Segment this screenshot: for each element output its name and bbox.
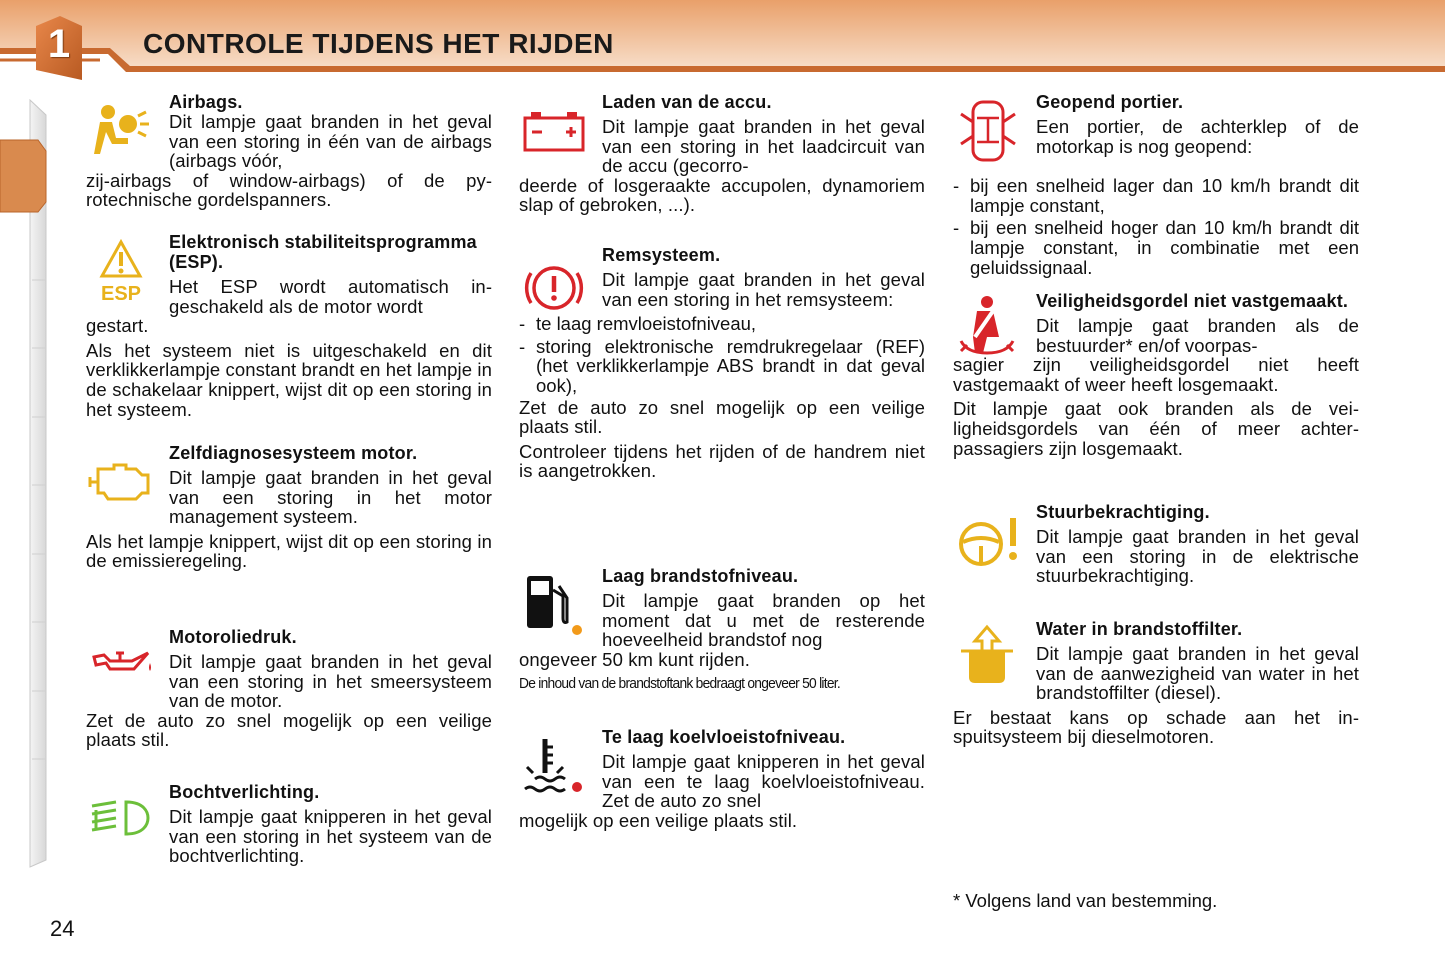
section-text: Dit lampje gaat branden in het geval van de aanwezigheid van water in het brandstoffilter (diesel). — [1036, 643, 1359, 704]
section-text: ongeveer 50 km kunt rijden. — [519, 648, 750, 670]
section-title: Airbags. — [169, 92, 243, 112]
side-tabs — [0, 95, 52, 875]
section-text: Dit lampje gaat ook branden als de veiligheidsgordels van één of meer achterpassagiers zijn losgemaakt. — [953, 398, 1359, 459]
section-text: Dit lampje gaat branden in het geval van een storing in het smeersysteem van de motor. — [169, 651, 492, 712]
section-text: Het ESP wordt automatisch ingeschakeld als de motor wordt — [169, 276, 492, 317]
list-item: - bij een snelheid lager dan 10 km/h brandt dit lampje constant, — [953, 176, 1359, 215]
battery-icon — [519, 96, 589, 166]
section-text: Een portier, de achterklep of de motorkap is nog geopend: — [1036, 116, 1359, 157]
section-title: Elektronisch stabiliteitsprogramma (ESP). — [169, 232, 477, 272]
oil-pressure-icon — [86, 627, 156, 697]
section-title: Veiligheidsgordel niet vastgemaakt. — [1036, 291, 1349, 311]
water-in-fuel-icon — [953, 621, 1023, 691]
section-title: Geopend portier. — [1036, 92, 1184, 112]
section-airbags — [86, 92, 492, 210]
section-text: Er bestaat kans op schade aan het inspuitsysteem bij dieselmotoren. — [953, 706, 1359, 748]
section-text: deerde of losgeraakte accupolen, dynamoriem slap of gebroken, ...). — [519, 174, 925, 216]
section-cornering-light — [86, 782, 492, 866]
section-low-fuel — [519, 566, 925, 694]
section-engine — [86, 443, 492, 571]
section-title: Motoroliedruk. — [169, 627, 297, 647]
section-water-in-fuel — [953, 619, 1359, 747]
list-item: - te laag remvloeistofniveau, — [519, 314, 925, 334]
section-brake — [519, 245, 925, 481]
door-open-icon — [953, 96, 1023, 166]
section-text: Dit lampje gaat knipperen in het geval van een te laag koelvloeistofniveau. Zet de auto zo snel — [602, 751, 925, 812]
section-coolant — [519, 727, 925, 830]
chapter-header — [0, 0, 1445, 80]
section-text: Zet de auto zo snel mogelijk op een veilige plaats stil. — [519, 396, 925, 438]
section-title: Stuurbekrachtiging. — [1036, 502, 1210, 522]
section-power-steering — [953, 502, 1359, 586]
list-item: - bij een snelheid hoger dan 10 km/h brandt dit lampje constant, in combinatie met een geluidssignaal. — [953, 218, 1359, 277]
fuel-icon — [519, 568, 589, 638]
chapter-number: 1 — [47, 22, 71, 66]
list-item: - storing elektronische remdrukregelaar (REF) (het verklikkerlampje ABS brandt in dat geval ook), — [519, 337, 925, 396]
footnote: * Volgens land van bestemming. — [953, 890, 1218, 911]
section-text: Dit lampje gaat branden als de bestuurder* en/of voorpas- — [1036, 315, 1359, 356]
esp-icon-label: ESP — [100, 283, 142, 305]
section-text: Controleer tijdens het rijden of de handrem niet is aangetrokken. — [519, 440, 925, 482]
section-door-open — [953, 92, 1359, 277]
section-seatbelt — [953, 291, 1359, 458]
section-oil-pressure — [86, 627, 492, 750]
page-number: 24 — [50, 916, 75, 941]
section-text: Dit lampje gaat knipperen in het geval van een storing in het systeem van de bochtverlichting. — [169, 806, 492, 867]
section-text: Dit lampje gaat branden in het geval van een storing in de elektrische stuurbekrachtiging. — [1036, 526, 1359, 587]
section-title: Te laag koelvloeistofniveau. — [602, 727, 846, 747]
section-title: Zelfdiagnosesysteem motor. — [169, 443, 418, 463]
engine-icon — [86, 447, 156, 517]
section-note: De inhoud van de brandstoftank bedraagt ongeveer 50 liter. — [519, 675, 840, 693]
section-title: Remsysteem. — [602, 245, 721, 265]
esp-icon — [86, 238, 156, 308]
section-battery — [519, 92, 925, 215]
section-title: Laag brandstofniveau. — [602, 566, 799, 586]
section-title: Water in brandstoffilter. — [1036, 619, 1243, 639]
section-text: Als het lampje knippert, wijst dit op een storing in de emissieregeling. — [86, 530, 492, 572]
power-steering-icon — [953, 506, 1023, 576]
airbag-icon — [86, 96, 156, 166]
section-text: Dit lampje gaat branden op het moment dat u met de resterende hoeveelheid brandstof nog — [602, 590, 925, 651]
section-text: Dit lampje gaat branden in het geval van een storing in het motor management systeem. — [169, 467, 492, 528]
section-text: gestart. — [86, 315, 149, 337]
section-text: mogelijk op een veilige plaats stil. — [519, 809, 798, 831]
section-text: Als het systeem niet is uitgeschakeld en dit verklikkerlampje constant brandt en het lampje in de schakelaar knippert, wijst dit op een storing in het systeem. — [86, 339, 492, 420]
headlight-icon — [86, 782, 156, 852]
section-text: Dit lampje gaat branden in het geval van een storing in het laadcircuit van de accu (gecorro- — [602, 116, 925, 177]
section-text: Dit lampje gaat branden in het geval van een storing in één van de airbags (airbags vóór, — [169, 111, 492, 172]
seatbelt-icon — [953, 293, 1023, 363]
section-title: Laden van de accu. — [602, 92, 772, 112]
brake-causes-list — [519, 314, 925, 395]
section-text: Dit lampje gaat branden in het geval van een storing in het remsysteem: — [602, 269, 925, 310]
section-title: Bochtverlichting. — [169, 782, 320, 802]
coolant-icon — [519, 733, 589, 803]
section-text: sagier zijn veiligheidsgordel niet heeft vastgemaakt of weer heeft losgemaakt. — [953, 354, 1359, 395]
door-conditions-list — [953, 176, 1359, 277]
section-text: Zet de auto zo snel mogelijk op een veilige plaats stil. — [86, 709, 492, 751]
page-title: CONTROLE TIJDENS HET RIJDEN — [143, 28, 614, 59]
section-text: zij-airbags of window-airbags) of de pyrotechnische gordelspanners. — [86, 169, 492, 211]
section-esp — [86, 232, 492, 419]
